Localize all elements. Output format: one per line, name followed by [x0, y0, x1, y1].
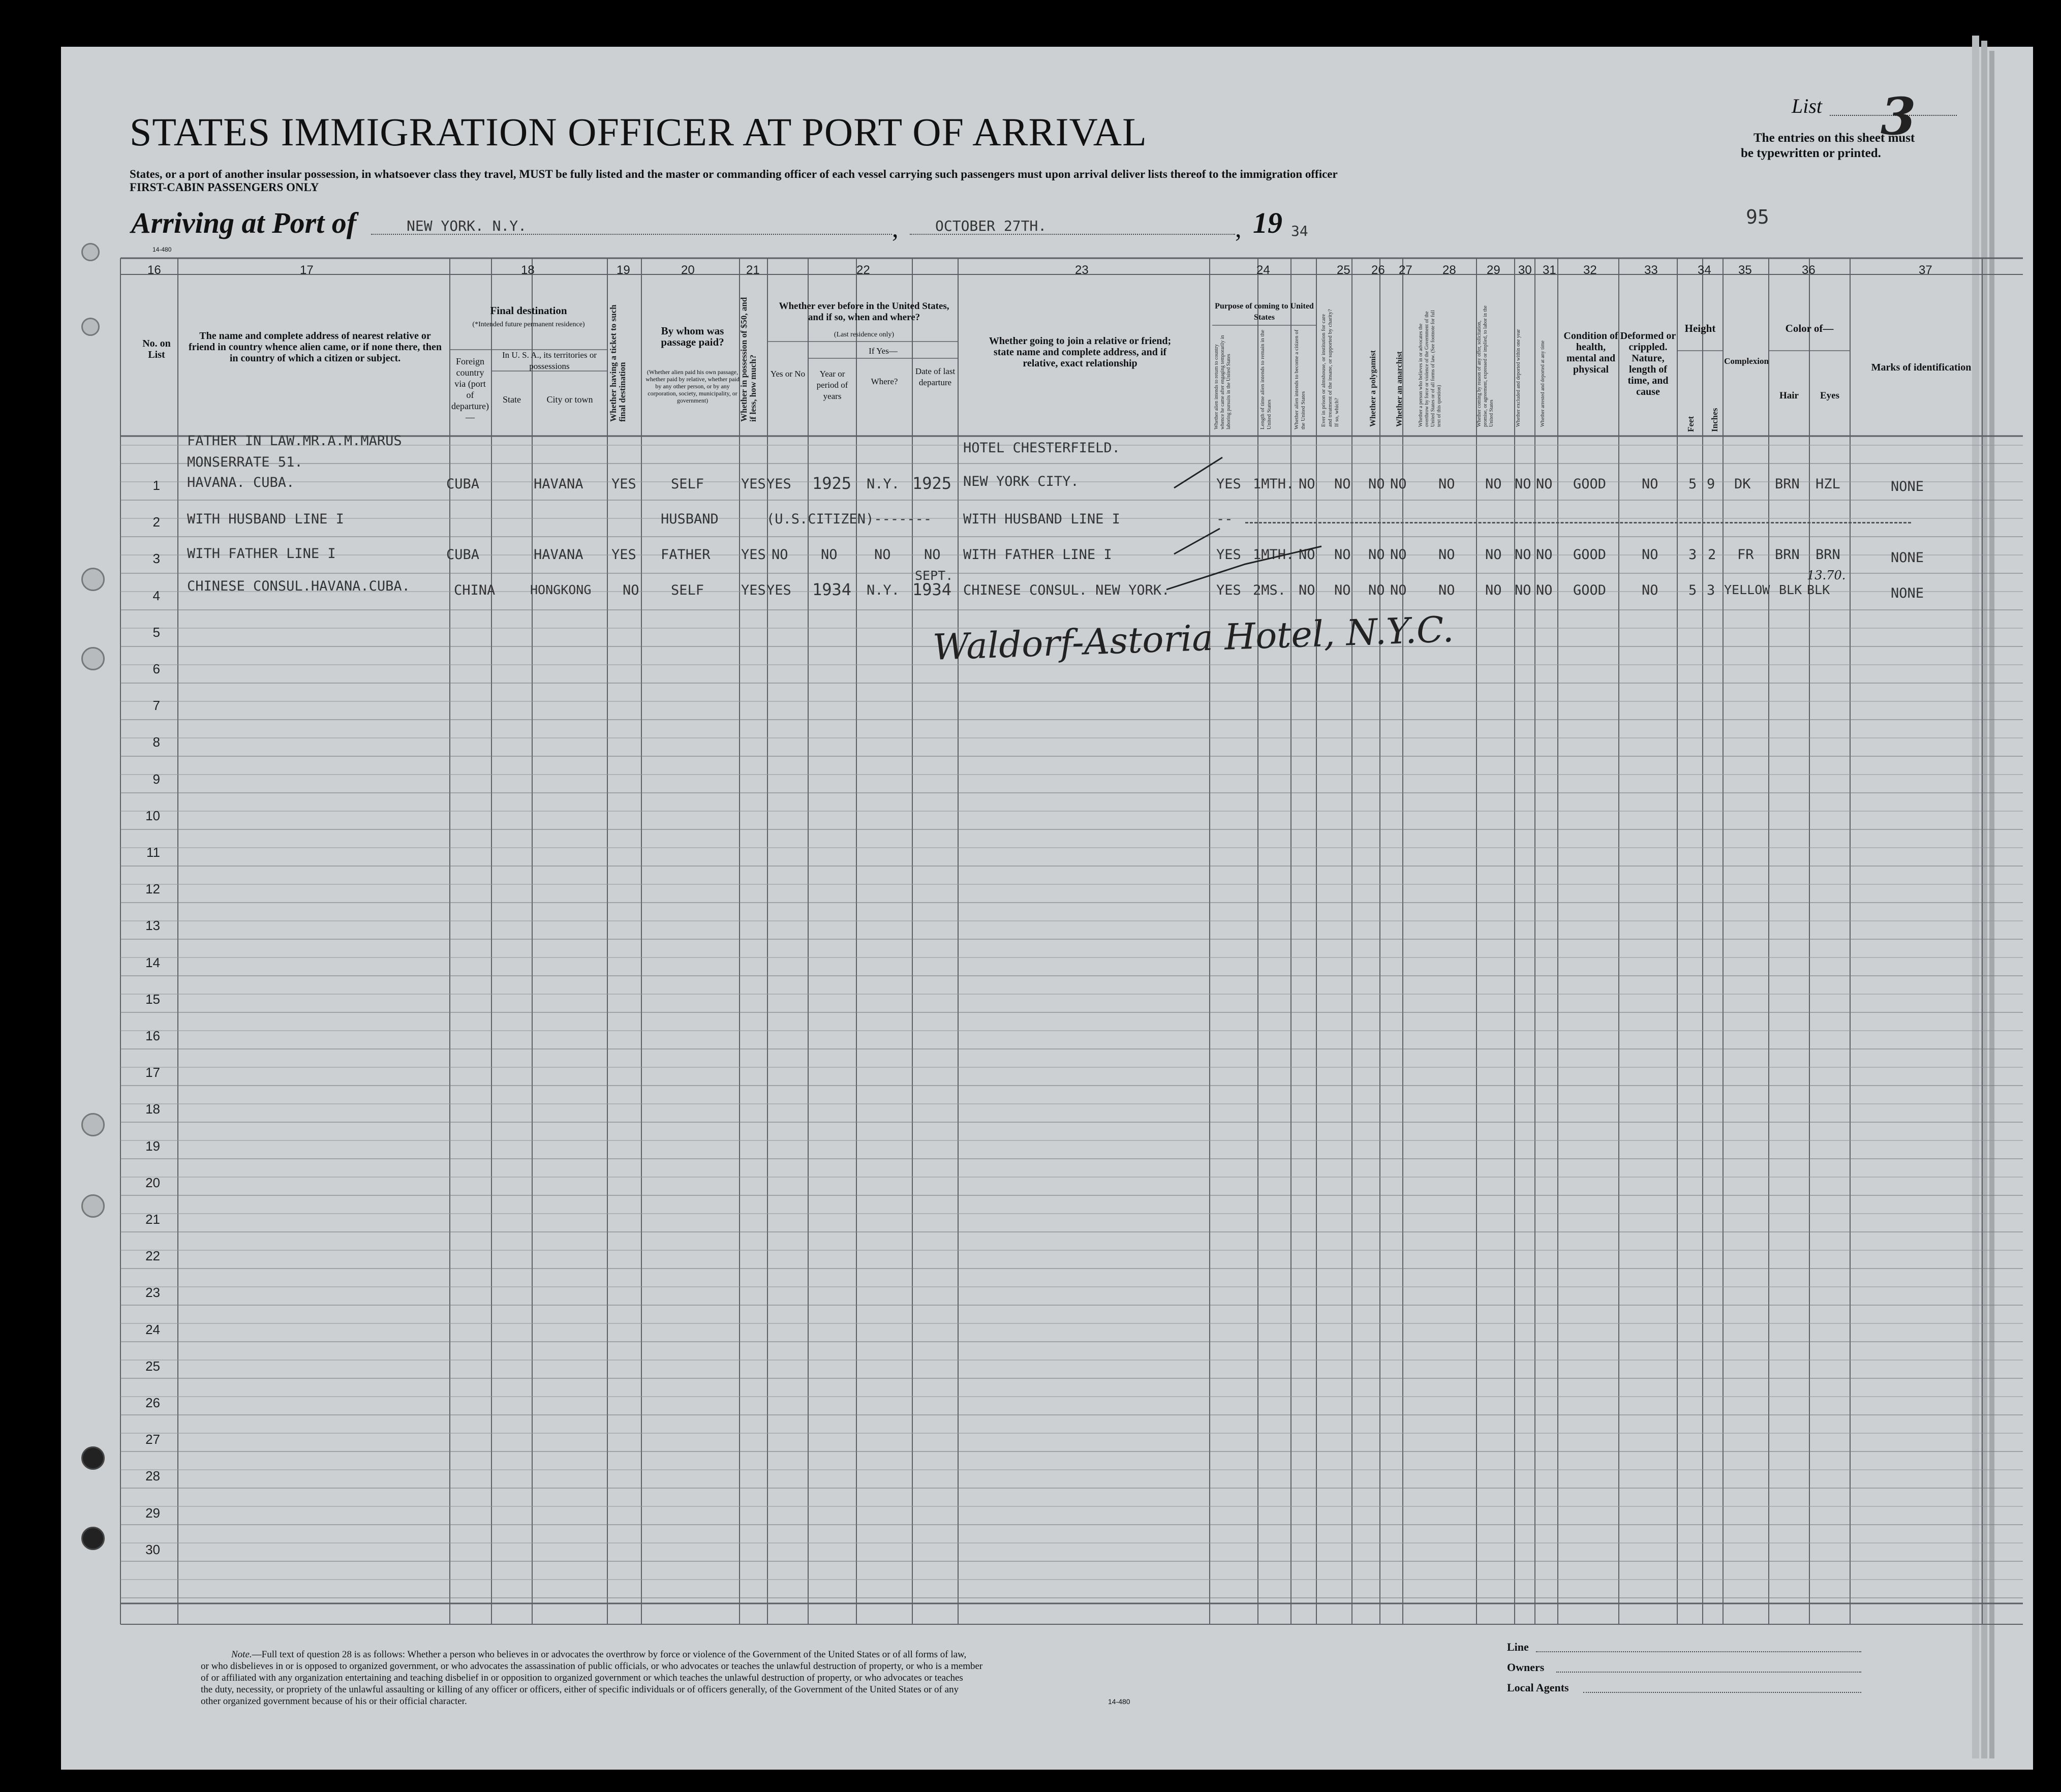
- row-number-13: 13: [145, 918, 160, 934]
- e4-citizen: NO: [1299, 582, 1315, 598]
- punch-hole-8: [81, 1527, 105, 1550]
- e4-labor: NO: [1485, 582, 1502, 598]
- date-value: OCTOBER 27TH.: [935, 218, 1047, 234]
- e4-return: YES: [1216, 582, 1241, 598]
- e3-inches: 2: [1708, 547, 1716, 563]
- e4-health: GOOD: [1573, 582, 1607, 598]
- year-suffix: 34: [1291, 223, 1308, 239]
- e3-year: NO: [821, 547, 838, 563]
- header-c31: Whether arrested and deported at any time: [1540, 341, 1546, 427]
- e1-city: HAVANA: [534, 476, 583, 492]
- e4-year: 1934: [812, 580, 852, 599]
- instructions-text: States, or a port of another insular possession, in whatsoever class they travel, MUST be fully listed and the master or commanding officer of each vessel carrying such passengers must upon arrival deliver lists thereof to the immigration officer: [130, 168, 1338, 180]
- footer-note-line-3: of or affiliated with any organization entertaining and teaching disbelief in or opposition to organized government or which teaches the unlawful destruction of property, or who advocates or teaches: [201, 1673, 963, 1683]
- arriving-label: Arriving at Port of: [131, 206, 357, 239]
- header-c19: Whether having a ticket to such final destination: [608, 304, 627, 422]
- e1-eyes: HZL: [1816, 476, 1840, 492]
- header-c18-foreign: Foreign country via (port of departure)—: [451, 356, 489, 422]
- e4-q28: NO: [1438, 582, 1455, 598]
- row-number-21: 21: [145, 1212, 160, 1227]
- e1-return: YES: [1216, 476, 1241, 492]
- col-num-24: 24: [1256, 263, 1270, 277]
- footer-line-field: [1536, 1651, 1861, 1652]
- header-c30: Whether excluded and deported within one year: [1516, 329, 1521, 427]
- check-marks: [1164, 437, 1332, 600]
- row-number-17: 17: [145, 1065, 160, 1080]
- header-c24-a: Whether alien intends to return to country whence he came after engaging temporarily in laboring pursuits in the United States: [1214, 335, 1232, 429]
- footer-note-label: Note.: [231, 1649, 252, 1660]
- col-num-25: 25: [1337, 263, 1350, 277]
- comma-1: ,: [892, 214, 899, 242]
- punch-hole-7: [81, 1446, 105, 1470]
- punch-hole-6: [81, 1194, 105, 1218]
- e3-relative: WITH FATHER LINE I: [187, 546, 336, 562]
- punch-hole-3: [81, 568, 105, 591]
- col-num-20: 20: [681, 263, 695, 277]
- footer-line-label: Line: [1507, 1641, 1529, 1653]
- e1-pre-line-1: FATHER IN LAW.MR.A.M.MARUS: [187, 433, 402, 449]
- col-num-26: 26: [1371, 263, 1385, 277]
- col-num-32: 32: [1583, 263, 1597, 277]
- e3-polygamist: NO: [1368, 547, 1385, 563]
- footer-agents-field: [1583, 1692, 1861, 1693]
- e4-departure: 1934: [912, 580, 952, 599]
- e4-eyes: BLK: [1807, 582, 1830, 597]
- footer-owners-label: Owners: [1507, 1661, 1545, 1674]
- e3-money: YES: [741, 547, 766, 563]
- col-num-30: 30: [1518, 263, 1532, 277]
- e1-excluded: NO: [1515, 476, 1531, 492]
- e3-departure: NO: [924, 547, 941, 563]
- col-num-27: 27: [1399, 263, 1412, 277]
- row-number-8: 8: [152, 734, 160, 750]
- header-c22-date: Date of last departure: [915, 366, 956, 387]
- header-c27: Whether an anarchist: [1395, 351, 1404, 427]
- header-c20-sub: (Whether alien paid his own passage, whether paid by relative, whether paid by any other person, or by any corporation, society, municipality, or government): [645, 368, 740, 404]
- row-number-28: 28: [145, 1468, 160, 1484]
- e2-dashes: --: [1216, 511, 1233, 527]
- header-c18-sub: (*Intended future permanent residence): [472, 321, 585, 328]
- row-number-3: 3: [152, 551, 160, 567]
- year-prefix: 19: [1253, 206, 1282, 239]
- header-c25: Ever in prison or almshouse, or institution for care and treatment of the insane, or supported by charity? If so, which?: [1320, 309, 1340, 427]
- row-number-10: 10: [145, 808, 160, 823]
- e4-feet: 5: [1688, 582, 1697, 598]
- e1-ticket: YES: [611, 476, 636, 492]
- e4-prison: NO: [1334, 582, 1351, 598]
- header-c37: Marks of identification: [1871, 362, 1972, 373]
- row-number-23: 23: [145, 1285, 160, 1301]
- col-num-16: 16: [147, 263, 161, 277]
- e3-anarchist: NO: [1390, 547, 1407, 563]
- e1-marks: NONE: [1891, 479, 1924, 495]
- row-number-12: 12: [145, 881, 160, 897]
- class-line: FIRST-CABIN PASSENGERS ONLY: [130, 181, 319, 194]
- comma-2: ,: [1235, 214, 1242, 242]
- header-c23: Whether going to join a relative or friend; state name and complete address, and if relative, exact relationship: [989, 335, 1172, 369]
- e1-complexion: DK: [1734, 476, 1751, 492]
- e4-before: YES: [766, 582, 791, 598]
- header-c22-title: Whether ever before in the United States, and if so, when and where?: [779, 301, 949, 323]
- e1-prison: NO: [1334, 476, 1351, 492]
- header-c36-hair: Hair: [1779, 390, 1799, 401]
- header-c28: Whether a person who believes in or advocates the overthrow by force or violence of the Government of the United States or of all forms of law. (See footnote for full text of this question): [1418, 310, 1442, 427]
- e1-relative: HAVANA. CUBA.: [187, 475, 295, 490]
- e3-q28: NO: [1438, 547, 1455, 563]
- e3-city: HAVANA: [534, 547, 583, 563]
- header-c18-state: State: [503, 394, 521, 405]
- e3-excluded: NO: [1515, 547, 1531, 563]
- list-label: List: [1792, 95, 1823, 117]
- handwritten-note: Waldorf-Astoria Hotel, N.Y.C.: [932, 608, 1455, 668]
- header-c34-inches: Inches: [1710, 408, 1719, 432]
- header-c18-city: City or town: [546, 394, 593, 405]
- footer-note-line-2: or who disbelieves in or is opposed to organized government, or who advocates the assassination of public officials, or who advocates or teaches the unlawful destruction of property, or who is a member: [201, 1661, 983, 1672]
- e4-deformed: NO: [1642, 582, 1658, 598]
- handwritten-small: 13.70.: [1807, 568, 1846, 582]
- header-c22-year: Year or period of years: [816, 369, 848, 401]
- header-c21: Whether in possession of $50, and if less, how much?: [739, 297, 758, 422]
- e3-country: CUBA: [446, 547, 480, 563]
- punch-hole-4: [81, 647, 105, 670]
- e3-hair: BRN: [1775, 547, 1800, 563]
- e1-deformed: NO: [1642, 476, 1658, 492]
- footer-owners-field: [1556, 1672, 1861, 1673]
- header-c35: Complexion: [1724, 356, 1769, 366]
- e4-length: 2MS.: [1253, 582, 1286, 598]
- row-number-15: 15: [145, 991, 160, 1007]
- e1-paid: SELF: [671, 476, 704, 492]
- col-num-31: 31: [1543, 263, 1556, 277]
- row-number-4: 4: [152, 588, 160, 603]
- row-number-24: 24: [145, 1321, 160, 1337]
- row-number-11: 11: [146, 845, 160, 860]
- header-c22-sub: (Last residence only): [834, 331, 895, 338]
- e3-paid: FATHER: [661, 547, 711, 563]
- footer-note-line-5: other organized government because of his or their official character.: [201, 1696, 467, 1707]
- header-c22-where: Where?: [871, 377, 898, 386]
- col-num-37: 37: [1919, 263, 1932, 277]
- row-number-20: 20: [145, 1175, 160, 1190]
- header-c36-title: Color of—: [1785, 322, 1834, 334]
- e1-year: 1925: [812, 474, 852, 493]
- footer-form-number: 14-480: [1108, 1697, 1130, 1706]
- e1-join-1: HOTEL CHESTERFIELD.: [963, 440, 1120, 456]
- header-c24-title: Purpose of coming to United States: [1215, 302, 1314, 322]
- e3-citizen: NO: [1299, 547, 1315, 563]
- row-number-30: 30: [145, 1541, 160, 1557]
- col-num-17: 17: [300, 263, 314, 277]
- e1-where: N.Y.: [867, 476, 900, 492]
- header-no-on-list: No. on List: [142, 338, 171, 360]
- e4-excluded: NO: [1515, 582, 1531, 598]
- row-number-5: 5: [152, 624, 160, 640]
- e1-arrested: NO: [1536, 476, 1553, 492]
- e4-country: CHINA: [454, 582, 496, 598]
- e3-arrested: NO: [1536, 547, 1553, 563]
- e4-inches: 3: [1707, 582, 1715, 598]
- e4-complexion: YELLOW: [1724, 582, 1770, 597]
- e1-anarchist: NO: [1390, 476, 1407, 492]
- col-num-21: 21: [746, 263, 760, 277]
- punch-hole-5: [81, 1113, 105, 1136]
- port-value: NEW YORK. N.Y.: [407, 218, 527, 234]
- e1-labor: NO: [1485, 476, 1502, 492]
- e3-feet: 3: [1688, 547, 1697, 563]
- col-num-29: 29: [1487, 263, 1500, 277]
- row-number-19: 19: [145, 1138, 160, 1154]
- row-number-29: 29: [145, 1505, 160, 1521]
- col-num-18: 18: [521, 263, 535, 277]
- page-number: 95: [1746, 206, 1769, 228]
- e3-prison: NO: [1334, 547, 1351, 563]
- header-c26: Whether a polygamist: [1369, 350, 1377, 427]
- row-number-14: 14: [145, 954, 160, 970]
- e3-length: 1MTH.: [1253, 547, 1295, 563]
- header-c18-usa: In U. S. A., its territories or possessions: [502, 350, 597, 371]
- e1-country: CUBA: [446, 476, 480, 492]
- e3-return: YES: [1216, 547, 1241, 563]
- row-number-6: 6: [152, 661, 160, 676]
- header-c18-title: Final destination: [490, 304, 567, 317]
- row-number-7: 7: [152, 698, 160, 714]
- entries-note-1: The entries on this sheet must: [1754, 131, 1915, 145]
- e1-citizen: NO: [1299, 476, 1315, 492]
- e1-inches: 9: [1707, 476, 1715, 492]
- e1-length: 1MTH.: [1253, 476, 1295, 492]
- row-number-27: 27: [145, 1432, 160, 1447]
- header-c32: Condition of health, mental and physical: [1563, 330, 1618, 375]
- e1-before: YES: [766, 476, 791, 492]
- e3-deformed: NO: [1642, 547, 1658, 563]
- footer-note-text-1: —Full text of question 28 is as follows: Whether a person who believes in or advocates the overthrow by force or violence of the Government of the United States or of all forms of law,: [252, 1649, 967, 1660]
- e1-money: YES: [741, 476, 766, 492]
- e1-feet: 5: [1688, 476, 1697, 492]
- header-c33: Deformed or crippled. Nature, length of time, and cause: [1620, 330, 1676, 397]
- e4-money: YES: [741, 582, 766, 598]
- e4-polygamist: NO: [1368, 582, 1385, 598]
- e3-labor: NO: [1485, 547, 1502, 563]
- e1-q28: NO: [1438, 476, 1455, 492]
- e3-before: NO: [772, 547, 788, 563]
- row-number-16: 16: [145, 1028, 160, 1043]
- e4-relative: CHINESE CONSUL.HAVANA.CUBA.: [187, 578, 410, 594]
- e1-polygamist: NO: [1368, 476, 1385, 492]
- row-number-9: 9: [152, 771, 160, 787]
- e1-hair: BRN: [1775, 476, 1800, 492]
- e4-ticket: NO: [623, 582, 639, 598]
- e2-relative: WITH HUSBAND LINE I: [187, 511, 344, 527]
- row-number-26: 26: [145, 1395, 160, 1410]
- punch-hole-1: [81, 243, 100, 261]
- header-c17: The name and complete address of nearest relative or friend in country whence alien came, or if none there, then in country of which a citizen or subject.: [188, 330, 442, 364]
- footer-note-line-4: the duty, necessity, or propriety of the unlawful assaulting or killing of any officer or officers, either of specific individuals or of officers generally, of the Government of the United States or of any: [201, 1684, 959, 1695]
- e4-where: N.Y.: [867, 582, 900, 598]
- header-c22-yesno: Yes or No: [770, 369, 806, 379]
- col-num-28: 28: [1442, 263, 1456, 277]
- e1-pre-line-2: MONSERRATE 51.: [187, 454, 303, 470]
- e3-health: GOOD: [1573, 547, 1607, 563]
- e3-join: WITH FATHER LINE I: [963, 547, 1112, 563]
- e1-departure: 1925: [912, 474, 952, 493]
- col-num-23: 23: [1075, 263, 1089, 277]
- e2-dash-line: [1245, 522, 1911, 523]
- header-c22-ifyes: If Yes—: [869, 346, 898, 356]
- e4-city: HONGKONG: [530, 582, 592, 597]
- e3-complexion: FR: [1737, 547, 1754, 563]
- e1-health: GOOD: [1573, 476, 1607, 492]
- header-c20-title: By whom was passage paid?: [661, 325, 724, 348]
- header-c29: Whether coming by reason of any offer, solicitation, promise, or agreement, expressed or implied, to labor in the United States: [1476, 305, 1494, 427]
- entries-note-2: be typewritten or printed.: [1741, 146, 1881, 160]
- header-c34-title: Height: [1684, 322, 1716, 334]
- row-number-1: 1: [152, 478, 160, 493]
- e4-marks: NONE: [1891, 585, 1924, 601]
- row-number-25: 25: [145, 1358, 160, 1374]
- form-corner: 14-480: [152, 246, 172, 253]
- e4-arrested: NO: [1536, 582, 1553, 598]
- list-number: 3: [1881, 86, 1916, 146]
- punch-hole-2: [81, 318, 100, 336]
- e4-departure-month: SEPT.: [915, 568, 953, 583]
- header-c24-b: Length of time alien intends to remain in the United States: [1259, 329, 1272, 429]
- e2-paid: HUSBAND: [661, 511, 719, 527]
- e4-anarchist: NO: [1390, 582, 1407, 598]
- row-number-2: 2: [152, 514, 160, 530]
- row-number-22: 22: [145, 1248, 160, 1264]
- header-c34-feet: Feet: [1686, 416, 1696, 432]
- row-number-18: 18: [145, 1101, 160, 1117]
- col-num-33: 33: [1644, 263, 1658, 277]
- col-num-19: 19: [617, 263, 630, 277]
- col-num-34: 34: [1698, 263, 1711, 277]
- footer-agents-label: Local Agents: [1507, 1681, 1569, 1694]
- col-num-22: 22: [856, 263, 870, 277]
- e3-ticket: YES: [611, 547, 636, 563]
- e1-join-2: NEW YORK CITY.: [963, 474, 1079, 489]
- col-num-35: 35: [1738, 263, 1752, 277]
- e3-where: NO: [874, 547, 891, 563]
- e3-marks: NONE: [1891, 550, 1924, 566]
- e2-join: WITH HUSBAND LINE I: [963, 511, 1120, 527]
- e4-paid: SELF: [671, 582, 704, 598]
- e4-hair: BLK: [1779, 582, 1802, 597]
- e2-before: (U.S.CITIZEN)-------: [766, 511, 932, 527]
- page-title: STATES IMMIGRATION OFFICER AT PORT OF ARRIVAL: [130, 110, 1147, 154]
- header-c36-eyes: Eyes: [1820, 390, 1839, 401]
- footer-note-line-1: [231, 1649, 966, 1660]
- col-num-36: 36: [1802, 263, 1816, 277]
- e4-join: CHINESE CONSUL. NEW YORK.: [963, 582, 1170, 598]
- header-c24-c: Whether alien intends to become a citizen of the United States: [1294, 329, 1306, 429]
- e3-eyes: BRN: [1816, 547, 1840, 563]
